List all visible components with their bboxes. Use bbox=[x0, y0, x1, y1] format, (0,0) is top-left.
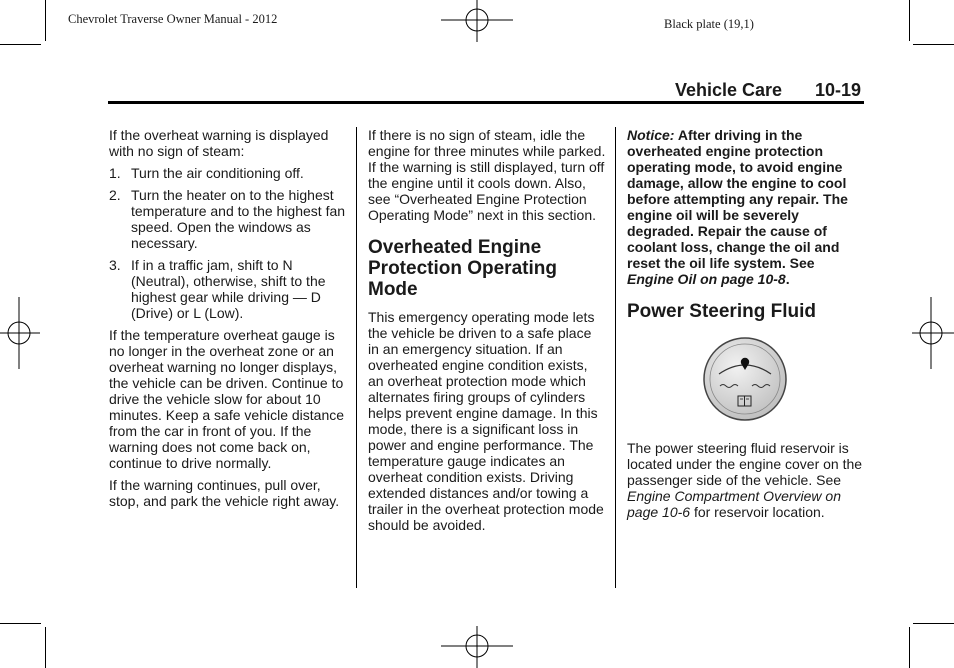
list-text: Turn the air conditioning off. bbox=[131, 165, 304, 181]
crop-mark bbox=[0, 44, 41, 45]
notice-end: . bbox=[785, 271, 790, 287]
crop-mark bbox=[913, 623, 954, 624]
column-divider bbox=[615, 127, 616, 588]
power-steering-reservoir-cap-icon bbox=[702, 336, 788, 422]
list-number: 3. bbox=[109, 257, 121, 273]
page-number: 10-19 bbox=[815, 80, 862, 100]
column-divider bbox=[356, 127, 357, 588]
crop-mark bbox=[909, 0, 910, 41]
power-steering-paragraph bbox=[627, 440, 864, 520]
manual-title: Chevrolet Traverse Owner Manual - 2012 bbox=[68, 12, 278, 26]
notice-text: After driving in the overheated engine protection operating mode, to avoid engine damage, allow the engine to cool before attempting any repair. The engine oil will be severely degraded. Repair the cause of coolant loss, change the oil and reset the oil life system. See bbox=[627, 127, 848, 271]
engine-compartment-link[interactable]: Engine Compartment Overview on page 10-6 bbox=[627, 488, 841, 520]
mode-paragraph: This emergency operating mode lets the vehicle be driven to a safe place in an emergency situation. If an overheated engine condition exists, an overheat protection mode which alternates firing groups of cylinders helps prevent engine damage. In this mode, there is a significant loss in power and engine performance. The temperature gauge indicates an overheat condition exists. Driving extended distances and/or towing a trailer in the overheat protection mode should be avoided. bbox=[368, 309, 604, 533]
list-text: Turn the heater on to the highest temperature and to the highest fan speed. Open the windows as necessary. bbox=[131, 187, 346, 251]
crop-mark bbox=[0, 623, 41, 624]
intro-paragraph: If the overheat warning is displayed with no sign of steam: bbox=[109, 127, 329, 159]
registration-mark-left bbox=[0, 297, 40, 369]
crop-mark bbox=[909, 627, 910, 668]
continue-paragraph: If the warning continues, pull over, stop, and park the vehicle right away. bbox=[109, 477, 340, 509]
para-suffix: for reservoir location. bbox=[693, 504, 825, 520]
registration-mark-right bbox=[912, 297, 954, 369]
list-text: If in a traffic jam, shift to N (Neutral), otherwise, shift to the highest gear while driving — D (Drive) or L (Low). bbox=[131, 257, 326, 321]
gauge-paragraph: If the temperature overheat gauge is no longer in the overheat zone or an overheat warning no longer displays, the vehicle can be driven. Continue to drive the vehicle slow for about 10 minutes. Keep a safe vehicle distance from the car in front of you. If the warning does not come back on, continue to drive normally. bbox=[109, 327, 345, 471]
list-item bbox=[109, 187, 347, 251]
registration-mark-bottom bbox=[441, 626, 513, 668]
plate-label: Black plate (19,1) bbox=[664, 17, 754, 31]
list-item bbox=[109, 165, 347, 181]
section-heading: Overheated Engine Protection Operating Mode bbox=[368, 237, 557, 300]
list-item bbox=[109, 257, 347, 321]
list-number: 1. bbox=[109, 165, 121, 181]
column-1 bbox=[109, 127, 347, 515]
notice-reference-link[interactable]: Engine Oil on page 10-8 bbox=[627, 271, 786, 287]
section-title: Vehicle Care bbox=[675, 80, 783, 100]
notice-label: Notice: bbox=[627, 127, 675, 143]
header-rule bbox=[108, 101, 864, 104]
list-number: 2. bbox=[109, 187, 121, 203]
section-heading: Power Steering Fluid bbox=[627, 301, 816, 322]
crop-mark bbox=[45, 627, 46, 668]
notice-paragraph bbox=[627, 127, 864, 287]
crop-mark bbox=[913, 44, 954, 45]
para-prefix: The power steering fluid reservoir is located under the engine cover on the passenger side of the vehicle. See bbox=[627, 440, 863, 488]
column-3 bbox=[627, 127, 864, 526]
column-2 bbox=[368, 127, 606, 539]
registration-mark-top bbox=[441, 0, 513, 42]
steam-paragraph: If there is no sign of steam, idle the engine for three minutes while parked. If the warning is still displayed, turn off the engine until it cools down. Also, see “Overheated Engine Protection Operating Mode” next in this section. bbox=[368, 127, 606, 223]
crop-mark bbox=[45, 0, 46, 41]
